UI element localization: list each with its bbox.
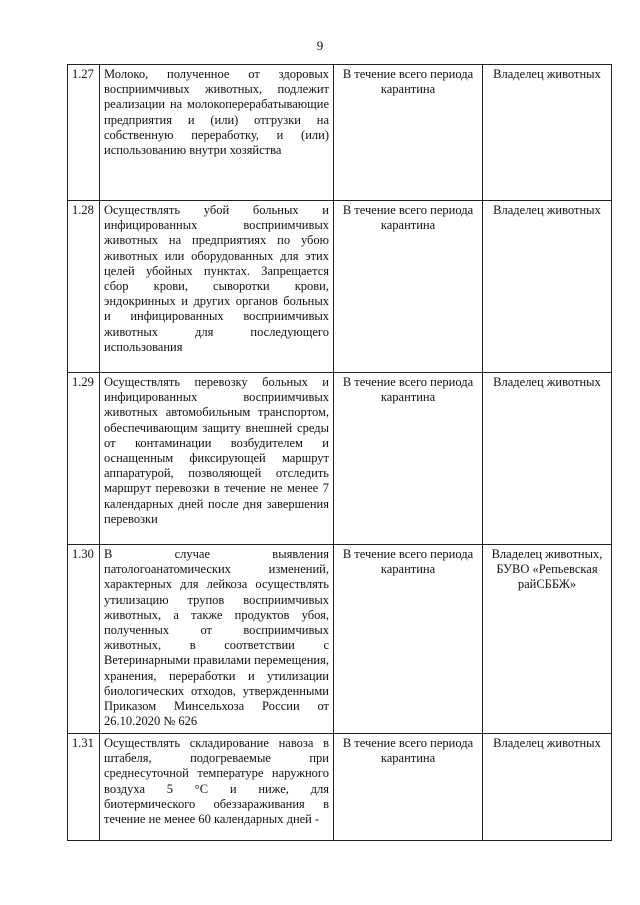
measure-text: Осуществлять убой больных и инфицированных восприимчивых животных на предприятиях по убою животных или оборудованных для этих целей убойных пунктах. Запрещается сбор крови, сыворотки крови, эндокринных и других органов больных и инфицированных восприимчивых животных для последующего использования xyxy=(100,201,334,373)
term-text: В течение всего периода карантина xyxy=(334,734,483,841)
row-number: 1.28 xyxy=(68,201,100,373)
responsible-text: Владелец животных xyxy=(483,373,612,545)
measures-table xyxy=(67,64,612,841)
measure-text: В случае выявления патологоанатомических изменений, характерных для лейкоза осуществлять утилизацию трупов восприимчивых животных, а также продуктов убоя, полученных от восприимчивых животных, в соответствии с Ветеринарными правилами перемещения, хранения, переработки и утилизации биологических отходов, утвержденными Приказом Минсельхоза России от 26.10.2020 № 626 xyxy=(100,545,334,734)
row-number: 1.29 xyxy=(68,373,100,545)
table-row xyxy=(68,734,612,841)
term-text: В течение всего периода карантина xyxy=(334,545,483,734)
term-text: В течение всего периода карантина xyxy=(334,65,483,201)
row-number: 1.30 xyxy=(68,545,100,734)
responsible-text: Владелец животных xyxy=(483,65,612,201)
term-text: В течение всего периода карантина xyxy=(334,373,483,545)
responsible-text: Владелец животных, БУВО «Репьевская райСББЖ» xyxy=(483,545,612,734)
table-row xyxy=(68,65,612,201)
measure-text: Осуществлять перевозку больных и инфицированных восприимчивых животных автомобильным транспортом, обеспечивающим защиту внешней среды от контаминации возбудителем и оснащенным фиксирующей маршрут аппаратурой, позволяющей отследить маршрут перевозки в течение не менее 7 календарных дней после дня завершения перевозки xyxy=(100,373,334,545)
page-number: 9 xyxy=(316,38,324,53)
row-number: 1.27 xyxy=(68,65,100,201)
measure-text: Осуществлять складирование навоза в штабеля, подогреваемые при среднесуточной температуре наружного воздуха 5 °С и ниже, для биотермического обеззараживания в течение не менее 60 календарных дней - xyxy=(100,734,334,841)
responsible-text: Владелец животных xyxy=(483,201,612,373)
responsible-text: Владелец животных xyxy=(483,734,612,841)
table-row xyxy=(68,545,612,734)
table-row xyxy=(68,373,612,545)
term-text: В течение всего периода карантина xyxy=(334,201,483,373)
row-number: 1.31 xyxy=(68,734,100,841)
measure-text: Молоко, полученное от здоровых восприимчивых животных, подлежит реализации на молокоперерабатывающие предприятия и (или) отгрузки на собственную переработку, и (или) использованию внутри хозяйства xyxy=(100,65,334,201)
table-row xyxy=(68,201,612,373)
